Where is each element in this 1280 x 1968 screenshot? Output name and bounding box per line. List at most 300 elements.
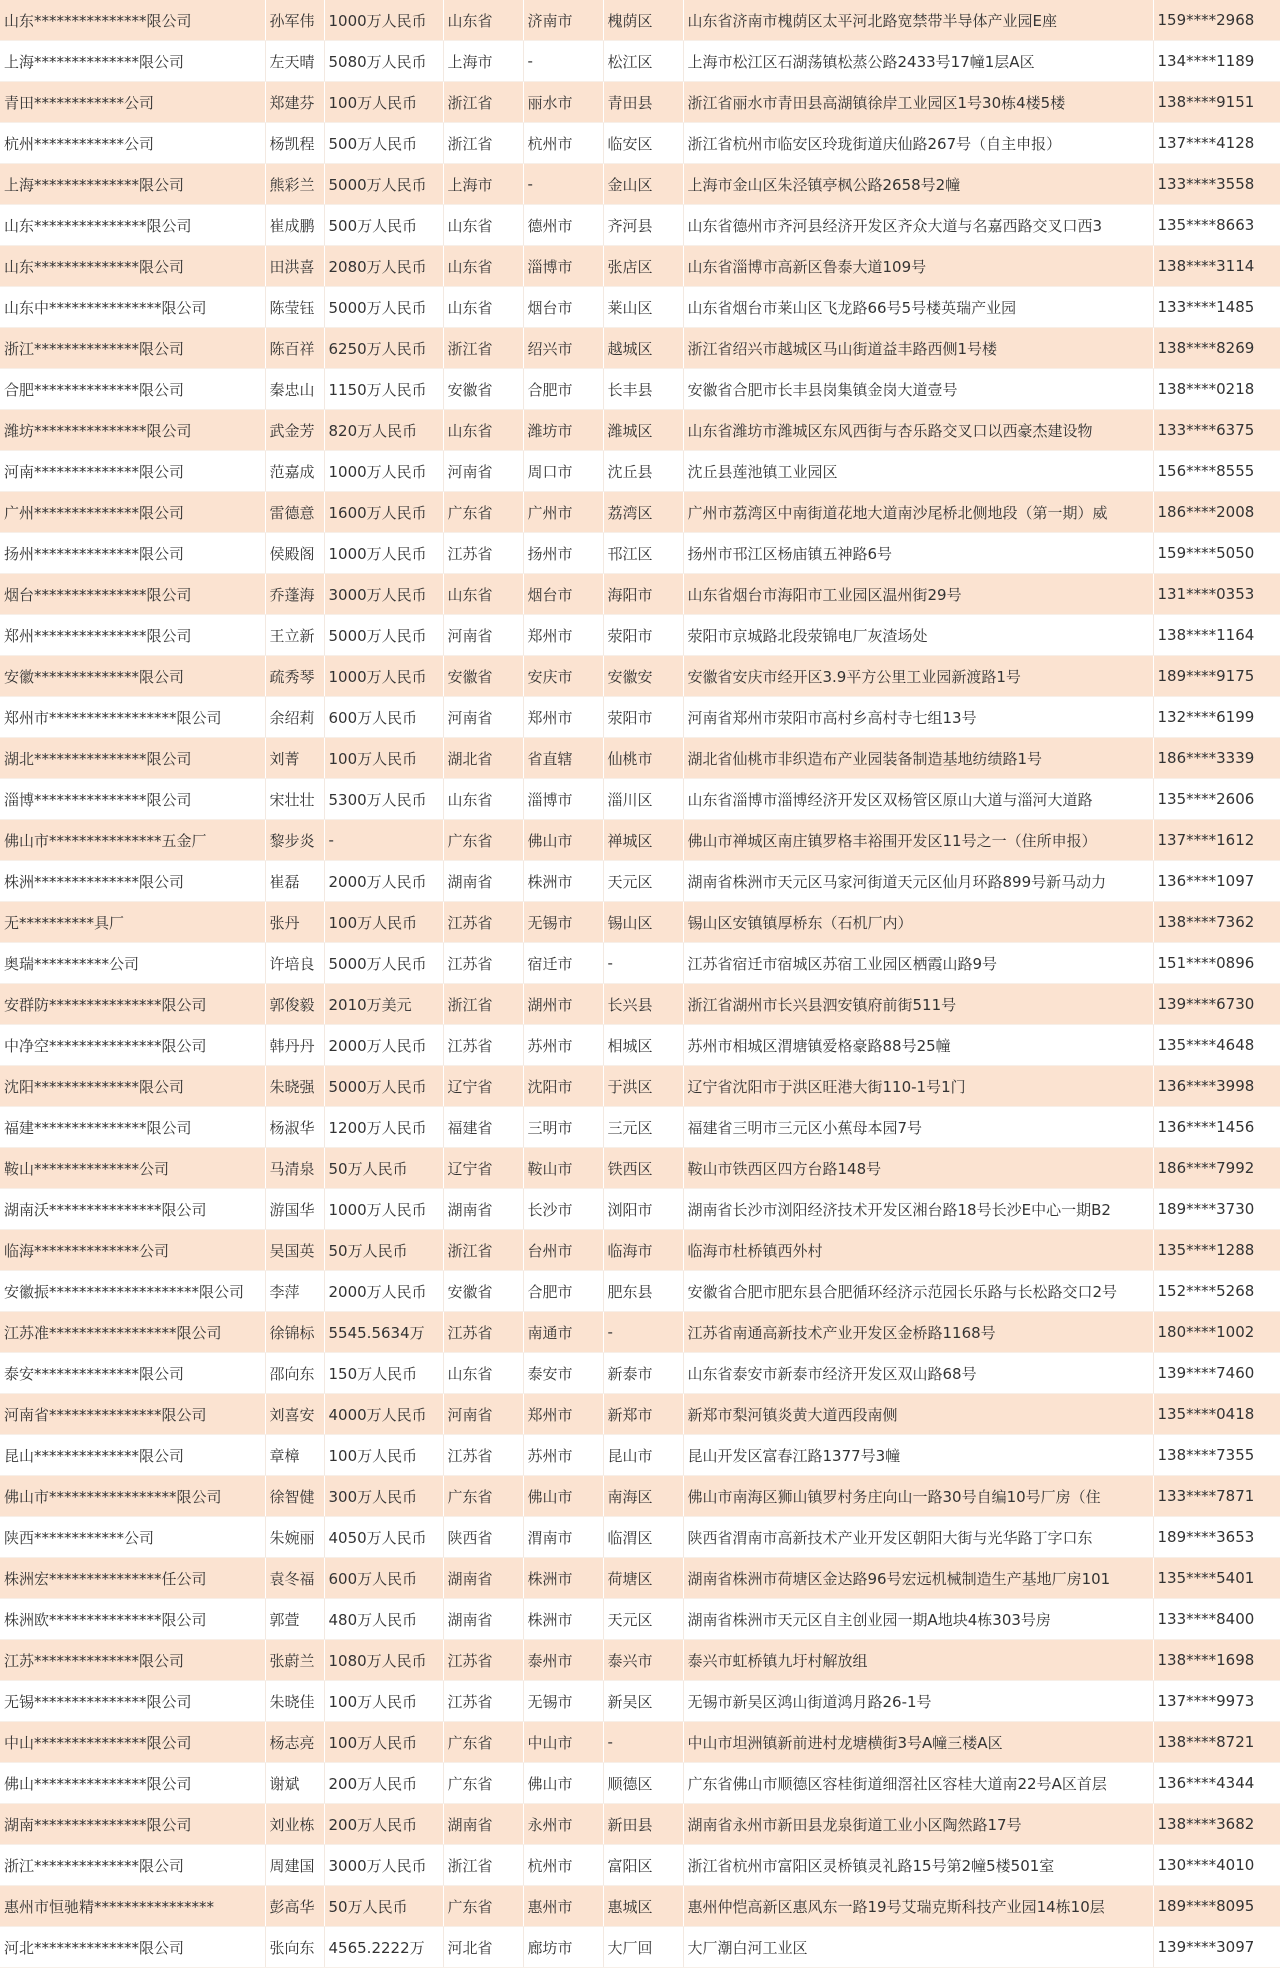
district-cell: 潍城区 bbox=[603, 410, 683, 451]
province-cell: 江苏省 bbox=[443, 1640, 523, 1681]
legal-rep-cell: 谢斌 bbox=[265, 1763, 324, 1804]
legal-rep-cell: 武金芳 bbox=[265, 410, 324, 451]
table-row bbox=[0, 615, 1280, 656]
company-name-cell: 佛山市***************五金厂 bbox=[0, 820, 265, 861]
capital-cell: 2000万人民币 bbox=[324, 861, 443, 902]
capital-cell: 4565.2222万 bbox=[324, 1927, 443, 1968]
company-name-cell: 潍坊***************限公司 bbox=[0, 410, 265, 451]
address-cell: 湖南省株洲市荷塘区金达路96号宏远机械制造生产基地厂房101 bbox=[683, 1558, 1153, 1599]
city-cell: 长沙市 bbox=[523, 1189, 603, 1230]
phone-cell: 133****7871 bbox=[1153, 1476, 1280, 1517]
address-cell: 中山市坦洲镇新前进村龙塘横街3号A幢三楼A区 bbox=[683, 1722, 1153, 1763]
address-cell: 湖北省仙桃市非织造布产业园装备制造基地纺绩路1号 bbox=[683, 738, 1153, 779]
address-cell: 安徽省合肥市肥东县合肥循环经济示范园长乐路与长松路交口2号 bbox=[683, 1271, 1153, 1312]
address-cell: 上海市金山区朱泾镇亭枫公路2658号2幢 bbox=[683, 164, 1153, 205]
company-name-cell: 郑州***************限公司 bbox=[0, 615, 265, 656]
province-cell: 山东省 bbox=[443, 410, 523, 451]
legal-rep-cell: 李萍 bbox=[265, 1271, 324, 1312]
province-cell: 广东省 bbox=[443, 820, 523, 861]
address-cell: 山东省烟台市莱山区飞龙路66号5号楼英瑞产业园 bbox=[683, 287, 1153, 328]
capital-cell: 50万人民币 bbox=[324, 1886, 443, 1927]
city-cell: 沈阳市 bbox=[523, 1066, 603, 1107]
phone-cell: 139****7460 bbox=[1153, 1353, 1280, 1394]
company-name-cell: 鞍山**************公司 bbox=[0, 1148, 265, 1189]
province-cell: 陕西省 bbox=[443, 1517, 523, 1558]
phone-cell: 151****0896 bbox=[1153, 943, 1280, 984]
address-cell: 河南省郑州市荥阳市高村乡高村寺七组13号 bbox=[683, 697, 1153, 738]
city-cell: 合肥市 bbox=[523, 1271, 603, 1312]
district-cell: 松江区 bbox=[603, 41, 683, 82]
district-cell: 越城区 bbox=[603, 328, 683, 369]
capital-cell: 2080万人民币 bbox=[324, 246, 443, 287]
legal-rep-cell: 吴国英 bbox=[265, 1230, 324, 1271]
capital-cell: 100万人民币 bbox=[324, 82, 443, 123]
capital-cell: 480万人民币 bbox=[324, 1599, 443, 1640]
table-row bbox=[0, 533, 1280, 574]
city-cell: 济南市 bbox=[523, 0, 603, 41]
address-cell: 佛山市禅城区南庄镇罗格丰裕围开发区11号之一（住所申报） bbox=[683, 820, 1153, 861]
province-cell: 江苏省 bbox=[443, 1025, 523, 1066]
province-cell: 山东省 bbox=[443, 779, 523, 820]
capital-cell: 5300万人民币 bbox=[324, 779, 443, 820]
city-cell: 丽水市 bbox=[523, 82, 603, 123]
company-name-cell: 江苏**************限公司 bbox=[0, 1640, 265, 1681]
legal-rep-cell: 熊彩兰 bbox=[265, 164, 324, 205]
company-name-cell: 杭州************公司 bbox=[0, 123, 265, 164]
capital-cell: 3000万人民币 bbox=[324, 574, 443, 615]
company-name-cell: 佛山***************限公司 bbox=[0, 1763, 265, 1804]
table-row bbox=[0, 984, 1280, 1025]
legal-rep-cell: 黎步炎 bbox=[265, 820, 324, 861]
city-cell: 中山市 bbox=[523, 1722, 603, 1763]
phone-cell: 180****1002 bbox=[1153, 1312, 1280, 1353]
legal-rep-cell: 刘菁 bbox=[265, 738, 324, 779]
province-cell: 山东省 bbox=[443, 246, 523, 287]
district-cell: 长兴县 bbox=[603, 984, 683, 1025]
table-row bbox=[0, 902, 1280, 943]
address-cell: 山东省潍坊市潍城区东风西街与杏乐路交叉口以西豪杰建设物 bbox=[683, 410, 1153, 451]
province-cell: 山东省 bbox=[443, 287, 523, 328]
legal-rep-cell: 左天晴 bbox=[265, 41, 324, 82]
table-row bbox=[0, 1312, 1280, 1353]
address-cell: 广州市荔湾区中南街道花地大道南沙尾桥北侧地段（第一期）威 bbox=[683, 492, 1153, 533]
city-cell: - bbox=[523, 164, 603, 205]
capital-cell: 500万人民币 bbox=[324, 123, 443, 164]
city-cell: 渭南市 bbox=[523, 1517, 603, 1558]
phone-cell: 189****3730 bbox=[1153, 1189, 1280, 1230]
company-name-cell: 无锡***************限公司 bbox=[0, 1681, 265, 1722]
province-cell: 湖南省 bbox=[443, 1804, 523, 1845]
province-cell: 河南省 bbox=[443, 451, 523, 492]
city-cell: 烟台市 bbox=[523, 287, 603, 328]
table-row bbox=[0, 1066, 1280, 1107]
city-cell: 烟台市 bbox=[523, 574, 603, 615]
legal-rep-cell: 郑建芬 bbox=[265, 82, 324, 123]
province-cell: 湖北省 bbox=[443, 738, 523, 779]
district-cell: 于洪区 bbox=[603, 1066, 683, 1107]
legal-rep-cell: 章樟 bbox=[265, 1435, 324, 1476]
table-row bbox=[0, 1599, 1280, 1640]
table-row bbox=[0, 369, 1280, 410]
province-cell: 江苏省 bbox=[443, 1312, 523, 1353]
company-name-cell: 淄博***************限公司 bbox=[0, 779, 265, 820]
legal-rep-cell: 朱晓佳 bbox=[265, 1681, 324, 1722]
province-cell: 山东省 bbox=[443, 0, 523, 41]
city-cell: 合肥市 bbox=[523, 369, 603, 410]
company-name-cell: 河南**************限公司 bbox=[0, 451, 265, 492]
table-row bbox=[0, 1435, 1280, 1476]
address-cell: 临海市杜桥镇西外村 bbox=[683, 1230, 1153, 1271]
phone-cell: 159****2968 bbox=[1153, 0, 1280, 41]
district-cell: 莱山区 bbox=[603, 287, 683, 328]
province-cell: 广东省 bbox=[443, 1722, 523, 1763]
city-cell: - bbox=[523, 41, 603, 82]
phone-cell: 136****4344 bbox=[1153, 1763, 1280, 1804]
district-cell: 浏阳市 bbox=[603, 1189, 683, 1230]
legal-rep-cell: 陈莹钰 bbox=[265, 287, 324, 328]
district-cell: 相城区 bbox=[603, 1025, 683, 1066]
district-cell: - bbox=[603, 943, 683, 984]
city-cell: 佛山市 bbox=[523, 820, 603, 861]
city-cell: 德州市 bbox=[523, 205, 603, 246]
phone-cell: 138****9151 bbox=[1153, 82, 1280, 123]
address-cell: 佛山市南海区狮山镇罗村务庄向山一路30号自编10号厂房（住 bbox=[683, 1476, 1153, 1517]
company-name-cell: 株洲欧***************限公司 bbox=[0, 1599, 265, 1640]
capital-cell: 6250万人民币 bbox=[324, 328, 443, 369]
legal-rep-cell: 彭高华 bbox=[265, 1886, 324, 1927]
address-cell: 大厂潮白河工业区 bbox=[683, 1927, 1153, 1968]
capital-cell: 1000万人民币 bbox=[324, 1189, 443, 1230]
company-name-cell: 浙江**************限公司 bbox=[0, 1845, 265, 1886]
table-row bbox=[0, 697, 1280, 738]
legal-rep-cell: 刘业栋 bbox=[265, 1804, 324, 1845]
capital-cell: 200万人民币 bbox=[324, 1804, 443, 1845]
company-name-cell: 上海**************限公司 bbox=[0, 164, 265, 205]
legal-rep-cell: 邵向东 bbox=[265, 1353, 324, 1394]
company-name-cell: 无**********具厂 bbox=[0, 902, 265, 943]
district-cell: 荔湾区 bbox=[603, 492, 683, 533]
address-cell: 山东省烟台市海阳市工业园区温州街29号 bbox=[683, 574, 1153, 615]
phone-cell: 152****5268 bbox=[1153, 1271, 1280, 1312]
phone-cell: 131****0353 bbox=[1153, 574, 1280, 615]
legal-rep-cell: 郭俊毅 bbox=[265, 984, 324, 1025]
province-cell: 浙江省 bbox=[443, 984, 523, 1025]
capital-cell: 200万人民币 bbox=[324, 1763, 443, 1804]
table-row bbox=[0, 410, 1280, 451]
address-cell: 山东省泰安市新泰市经济开发区双山路68号 bbox=[683, 1353, 1153, 1394]
table-row bbox=[0, 1107, 1280, 1148]
city-cell: 省直辖 bbox=[523, 738, 603, 779]
company-name-cell: 临海**************公司 bbox=[0, 1230, 265, 1271]
table-row bbox=[0, 492, 1280, 533]
city-cell: 南通市 bbox=[523, 1312, 603, 1353]
company-name-cell: 山东**************限公司 bbox=[0, 246, 265, 287]
city-cell: 安庆市 bbox=[523, 656, 603, 697]
province-cell: 河北省 bbox=[443, 1927, 523, 1968]
table-row bbox=[0, 41, 1280, 82]
phone-cell: 189****3653 bbox=[1153, 1517, 1280, 1558]
table-row bbox=[0, 1722, 1280, 1763]
legal-rep-cell: 朱晓强 bbox=[265, 1066, 324, 1107]
address-cell: 浙江省湖州市长兴县泗安镇府前街511号 bbox=[683, 984, 1153, 1025]
address-cell: 昆山开发区富春江路1377号3幢 bbox=[683, 1435, 1153, 1476]
address-cell: 湖南省长沙市浏阳经济技术开发区湘台路18号长沙E中心一期B2 bbox=[683, 1189, 1153, 1230]
address-cell: 山东省淄博市淄博经济开发区双杨管区原山大道与淄河大道路 bbox=[683, 779, 1153, 820]
table-row bbox=[0, 1025, 1280, 1066]
district-cell: 荷塘区 bbox=[603, 1558, 683, 1599]
province-cell: 河南省 bbox=[443, 697, 523, 738]
address-cell: 山东省淄博市高新区鲁泰大道109号 bbox=[683, 246, 1153, 287]
legal-rep-cell: 韩丹丹 bbox=[265, 1025, 324, 1066]
table-row bbox=[0, 1394, 1280, 1435]
province-cell: 上海市 bbox=[443, 164, 523, 205]
legal-rep-cell: 疏秀琴 bbox=[265, 656, 324, 697]
phone-cell: 130****4010 bbox=[1153, 1845, 1280, 1886]
phone-cell: 186****3339 bbox=[1153, 738, 1280, 779]
address-cell: 惠州仲恺高新区惠风东一路19号艾瑞克斯科技产业园14栋10层 bbox=[683, 1886, 1153, 1927]
company-name-cell: 株洲宏***************任公司 bbox=[0, 1558, 265, 1599]
phone-cell: 186****7992 bbox=[1153, 1148, 1280, 1189]
table-row bbox=[0, 1927, 1280, 1968]
company-name-cell: 山东***************限公司 bbox=[0, 205, 265, 246]
phone-cell: 138****3682 bbox=[1153, 1804, 1280, 1845]
phone-cell: 136****1097 bbox=[1153, 861, 1280, 902]
district-cell: 南海区 bbox=[603, 1476, 683, 1517]
legal-rep-cell: 周建国 bbox=[265, 1845, 324, 1886]
city-cell: 佛山市 bbox=[523, 1763, 603, 1804]
capital-cell: 5000万人民币 bbox=[324, 943, 443, 984]
district-cell: 安徽安 bbox=[603, 656, 683, 697]
city-cell: 淄博市 bbox=[523, 246, 603, 287]
province-cell: 浙江省 bbox=[443, 82, 523, 123]
province-cell: 江苏省 bbox=[443, 1435, 523, 1476]
phone-cell: 138****7362 bbox=[1153, 902, 1280, 943]
province-cell: 湖南省 bbox=[443, 861, 523, 902]
city-cell: 株洲市 bbox=[523, 1558, 603, 1599]
legal-rep-cell: 宋壮壮 bbox=[265, 779, 324, 820]
city-cell: 廊坊市 bbox=[523, 1927, 603, 1968]
capital-cell: 2000万人民币 bbox=[324, 1025, 443, 1066]
district-cell: 富阳区 bbox=[603, 1845, 683, 1886]
company-name-cell: 安群防***************限公司 bbox=[0, 984, 265, 1025]
city-cell: 泰安市 bbox=[523, 1353, 603, 1394]
capital-cell: 1000万人民币 bbox=[324, 656, 443, 697]
district-cell: 新郑市 bbox=[603, 1394, 683, 1435]
phone-cell: 134****1189 bbox=[1153, 41, 1280, 82]
phone-cell: 138****3114 bbox=[1153, 246, 1280, 287]
table-row bbox=[0, 1558, 1280, 1599]
province-cell: 湖南省 bbox=[443, 1558, 523, 1599]
city-cell: 郑州市 bbox=[523, 615, 603, 656]
capital-cell: 1600万人民币 bbox=[324, 492, 443, 533]
legal-rep-cell: 侯殿阁 bbox=[265, 533, 324, 574]
district-cell: 荥阳市 bbox=[603, 615, 683, 656]
company-name-cell: 河南省***************限公司 bbox=[0, 1394, 265, 1435]
district-cell: 张店区 bbox=[603, 246, 683, 287]
city-cell: 周口市 bbox=[523, 451, 603, 492]
city-cell: 湖州市 bbox=[523, 984, 603, 1025]
table-row bbox=[0, 205, 1280, 246]
capital-cell: 1080万人民币 bbox=[324, 1640, 443, 1681]
province-cell: 江苏省 bbox=[443, 902, 523, 943]
phone-cell: 159****5050 bbox=[1153, 533, 1280, 574]
company-name-cell: 湖南沃***************限公司 bbox=[0, 1189, 265, 1230]
company-name-cell: 安徽**************限公司 bbox=[0, 656, 265, 697]
table-row bbox=[0, 943, 1280, 984]
district-cell: 三元区 bbox=[603, 1107, 683, 1148]
address-cell: 浙江省绍兴市越城区马山街道益丰路西侧1号楼 bbox=[683, 328, 1153, 369]
province-cell: 安徽省 bbox=[443, 656, 523, 697]
address-cell: 泰兴市虹桥镇九圩村解放组 bbox=[683, 1640, 1153, 1681]
phone-cell: 137****4128 bbox=[1153, 123, 1280, 164]
phone-cell: 138****0218 bbox=[1153, 369, 1280, 410]
address-cell: 浙江省杭州市富阳区灵桥镇灵礼路15号第2幢5楼501室 bbox=[683, 1845, 1153, 1886]
city-cell: 台州市 bbox=[523, 1230, 603, 1271]
phone-cell: 138****1698 bbox=[1153, 1640, 1280, 1681]
table-row bbox=[0, 574, 1280, 615]
district-cell: 淄川区 bbox=[603, 779, 683, 820]
company-name-cell: 昆山**************限公司 bbox=[0, 1435, 265, 1476]
province-cell: 广东省 bbox=[443, 1886, 523, 1927]
province-cell: 安徽省 bbox=[443, 369, 523, 410]
district-cell: 槐荫区 bbox=[603, 0, 683, 41]
province-cell: 浙江省 bbox=[443, 328, 523, 369]
company-name-cell: 中山***************限公司 bbox=[0, 1722, 265, 1763]
capital-cell: 820万人民币 bbox=[324, 410, 443, 451]
company-name-cell: 中净空***************限公司 bbox=[0, 1025, 265, 1066]
capital-cell: 100万人民币 bbox=[324, 738, 443, 779]
address-cell: 鞍山市铁西区四方台路148号 bbox=[683, 1148, 1153, 1189]
phone-cell: 139****3097 bbox=[1153, 1927, 1280, 1968]
phone-cell: 138****7355 bbox=[1153, 1435, 1280, 1476]
capital-cell: 5000万人民币 bbox=[324, 287, 443, 328]
city-cell: 泰州市 bbox=[523, 1640, 603, 1681]
legal-rep-cell: 马清泉 bbox=[265, 1148, 324, 1189]
company-name-cell: 福建***************限公司 bbox=[0, 1107, 265, 1148]
company-name-cell: 惠州市恒驰精**************** bbox=[0, 1886, 265, 1927]
province-cell: 江苏省 bbox=[443, 943, 523, 984]
legal-rep-cell: 杨淑华 bbox=[265, 1107, 324, 1148]
phone-cell: 139****6730 bbox=[1153, 984, 1280, 1025]
company-name-cell: 青田************公司 bbox=[0, 82, 265, 123]
province-cell: 江苏省 bbox=[443, 1681, 523, 1722]
phone-cell: 135****0418 bbox=[1153, 1394, 1280, 1435]
legal-rep-cell: 孙军伟 bbox=[265, 0, 324, 41]
company-name-cell: 湖南***************限公司 bbox=[0, 1804, 265, 1845]
capital-cell: 5545.5634万 bbox=[324, 1312, 443, 1353]
company-name-cell: 合肥**************限公司 bbox=[0, 369, 265, 410]
province-cell: 湖南省 bbox=[443, 1189, 523, 1230]
phone-cell: 136****3998 bbox=[1153, 1066, 1280, 1107]
address-cell: 山东省济南市槐荫区太平河北路宽禁带半导体产业园E座 bbox=[683, 0, 1153, 41]
district-cell: 临海市 bbox=[603, 1230, 683, 1271]
legal-rep-cell: 雷德意 bbox=[265, 492, 324, 533]
district-cell: 惠城区 bbox=[603, 1886, 683, 1927]
capital-cell: 2000万人民币 bbox=[324, 1271, 443, 1312]
address-cell: 湖南省永州市新田县龙泉街道工业小区陶然路17号 bbox=[683, 1804, 1153, 1845]
city-cell: 佛山市 bbox=[523, 1476, 603, 1517]
address-cell: 辽宁省沈阳市于洪区旺港大街110-1号1门 bbox=[683, 1066, 1153, 1107]
address-cell: 山东省德州市齐河县经济开发区齐众大道与名嘉西路交叉口西3 bbox=[683, 205, 1153, 246]
address-cell: 无锡市新吴区鸿山街道鸿月路26-1号 bbox=[683, 1681, 1153, 1722]
phone-cell: 135****8663 bbox=[1153, 205, 1280, 246]
legal-rep-cell: 徐智健 bbox=[265, 1476, 324, 1517]
table-row bbox=[0, 1148, 1280, 1189]
capital-cell: - bbox=[324, 820, 443, 861]
province-cell: 辽宁省 bbox=[443, 1066, 523, 1107]
company-name-cell: 泰安**************限公司 bbox=[0, 1353, 265, 1394]
company-name-cell: 上海**************限公司 bbox=[0, 41, 265, 82]
table-row bbox=[0, 82, 1280, 123]
legal-rep-cell: 乔蓬海 bbox=[265, 574, 324, 615]
address-cell: 江苏省南通高新技术产业开发区金桥路1168号 bbox=[683, 1312, 1153, 1353]
city-cell: 苏州市 bbox=[523, 1435, 603, 1476]
address-cell: 江苏省宿迁市宿城区苏宿工业园区栖霞山路9号 bbox=[683, 943, 1153, 984]
table-row bbox=[0, 1271, 1280, 1312]
phone-cell: 133****8400 bbox=[1153, 1599, 1280, 1640]
district-cell: 新田县 bbox=[603, 1804, 683, 1845]
capital-cell: 50万人民币 bbox=[324, 1148, 443, 1189]
province-cell: 河南省 bbox=[443, 1394, 523, 1435]
company-name-cell: 陕西************公司 bbox=[0, 1517, 265, 1558]
address-cell: 新郑市梨河镇炎黄大道西段南侧 bbox=[683, 1394, 1153, 1435]
address-cell: 浙江省杭州市临安区玲珑街道庆仙路267号（自主申报） bbox=[683, 123, 1153, 164]
legal-rep-cell: 游国华 bbox=[265, 1189, 324, 1230]
province-cell: 广东省 bbox=[443, 1476, 523, 1517]
district-cell: 大厂回 bbox=[603, 1927, 683, 1968]
company-name-cell: 烟台***************限公司 bbox=[0, 574, 265, 615]
city-cell: 苏州市 bbox=[523, 1025, 603, 1066]
legal-rep-cell: 刘喜安 bbox=[265, 1394, 324, 1435]
district-cell: 新泰市 bbox=[603, 1353, 683, 1394]
capital-cell: 3000万人民币 bbox=[324, 1845, 443, 1886]
province-cell: 江苏省 bbox=[443, 533, 523, 574]
district-cell: 顺德区 bbox=[603, 1763, 683, 1804]
district-cell: 泰兴市 bbox=[603, 1640, 683, 1681]
address-cell: 广东省佛山市顺德区容桂街道细滘社区容桂大道南22号A区首层 bbox=[683, 1763, 1153, 1804]
legal-rep-cell: 田洪喜 bbox=[265, 246, 324, 287]
province-cell: 福建省 bbox=[443, 1107, 523, 1148]
phone-cell: 137****1612 bbox=[1153, 820, 1280, 861]
district-cell: 长丰县 bbox=[603, 369, 683, 410]
district-cell: 天元区 bbox=[603, 861, 683, 902]
address-cell: 扬州市邗江区杨庙镇五神路6号 bbox=[683, 533, 1153, 574]
district-cell: 锡山区 bbox=[603, 902, 683, 943]
district-cell: 肥东县 bbox=[603, 1271, 683, 1312]
city-cell: 郑州市 bbox=[523, 1394, 603, 1435]
district-cell: 禅城区 bbox=[603, 820, 683, 861]
legal-rep-cell: 崔成鹏 bbox=[265, 205, 324, 246]
district-cell: - bbox=[603, 1722, 683, 1763]
company-name-cell: 江苏准*****************限公司 bbox=[0, 1312, 265, 1353]
city-cell: 杭州市 bbox=[523, 123, 603, 164]
province-cell: 浙江省 bbox=[443, 1845, 523, 1886]
city-cell: 郑州市 bbox=[523, 697, 603, 738]
legal-rep-cell: 秦忠山 bbox=[265, 369, 324, 410]
phone-cell: 138****8721 bbox=[1153, 1722, 1280, 1763]
district-cell: 铁西区 bbox=[603, 1148, 683, 1189]
capital-cell: 150万人民币 bbox=[324, 1353, 443, 1394]
table-row bbox=[0, 861, 1280, 902]
province-cell: 河南省 bbox=[443, 615, 523, 656]
table-row bbox=[0, 1230, 1280, 1271]
phone-cell: 135****2606 bbox=[1153, 779, 1280, 820]
province-cell: 山东省 bbox=[443, 205, 523, 246]
capital-cell: 500万人民币 bbox=[324, 205, 443, 246]
address-cell: 湖南省株洲市天元区自主创业园一期A地块4栋303号房 bbox=[683, 1599, 1153, 1640]
city-cell: 广州市 bbox=[523, 492, 603, 533]
capital-cell: 1000万人民币 bbox=[324, 533, 443, 574]
